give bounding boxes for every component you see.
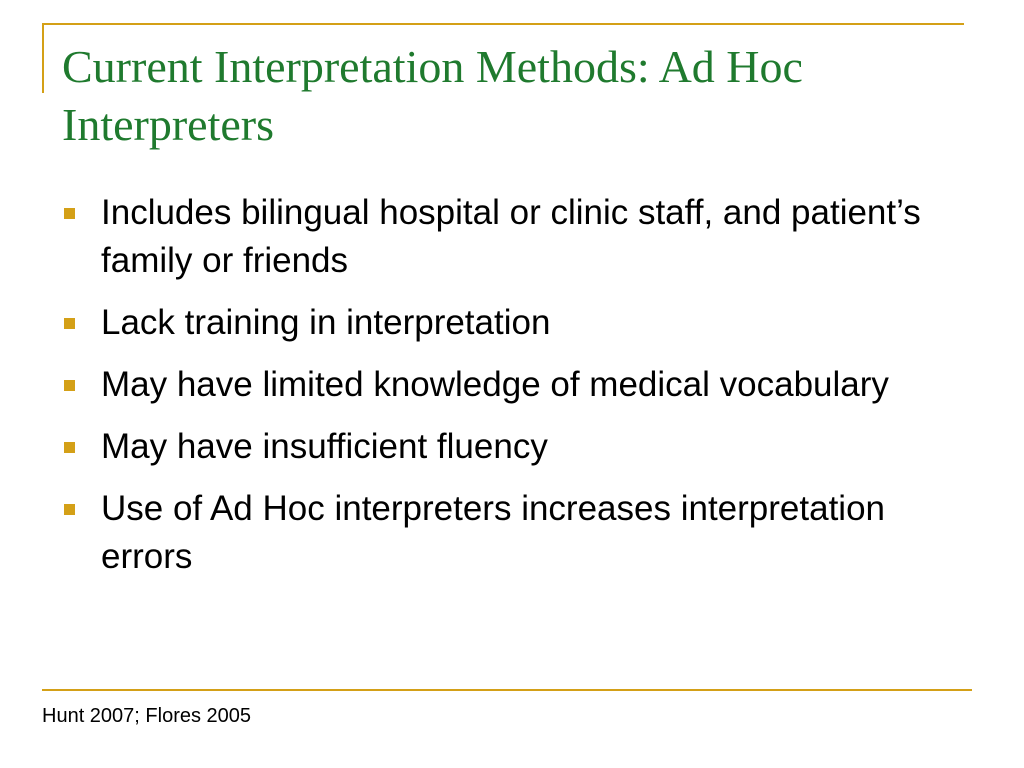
bullet-text: Use of Ad Hoc interpreters increases interpretation errors <box>101 489 885 576</box>
slide-title: Current Interpretation Methods: Ad Hoc Interpreters <box>62 41 803 150</box>
square-bullet-icon <box>64 318 75 329</box>
bullet-text: Lack training in interpretation <box>101 303 551 342</box>
bullet-list <box>64 189 964 595</box>
square-bullet-icon <box>64 442 75 453</box>
bullet-text: May have limited knowledge of medical vocabulary <box>101 365 889 404</box>
footer-rule <box>42 689 972 691</box>
title-frame-top-rule <box>44 23 964 25</box>
title-frame-left-rule <box>42 23 44 93</box>
citation: Hunt 2007; Flores 2005 <box>42 705 252 727</box>
square-bullet-icon <box>64 208 75 219</box>
bullet-item <box>64 361 964 409</box>
bullet-item <box>64 423 964 471</box>
bullet-text: Includes bilingual hospital or clinic staff, and patient’s family or friends <box>101 193 921 280</box>
square-bullet-icon <box>64 504 75 515</box>
bullet-item <box>64 189 964 285</box>
bullet-text: May have insufficient fluency <box>101 427 548 466</box>
bullet-item <box>64 485 964 581</box>
bullet-item <box>64 299 964 347</box>
square-bullet-icon <box>64 380 75 391</box>
